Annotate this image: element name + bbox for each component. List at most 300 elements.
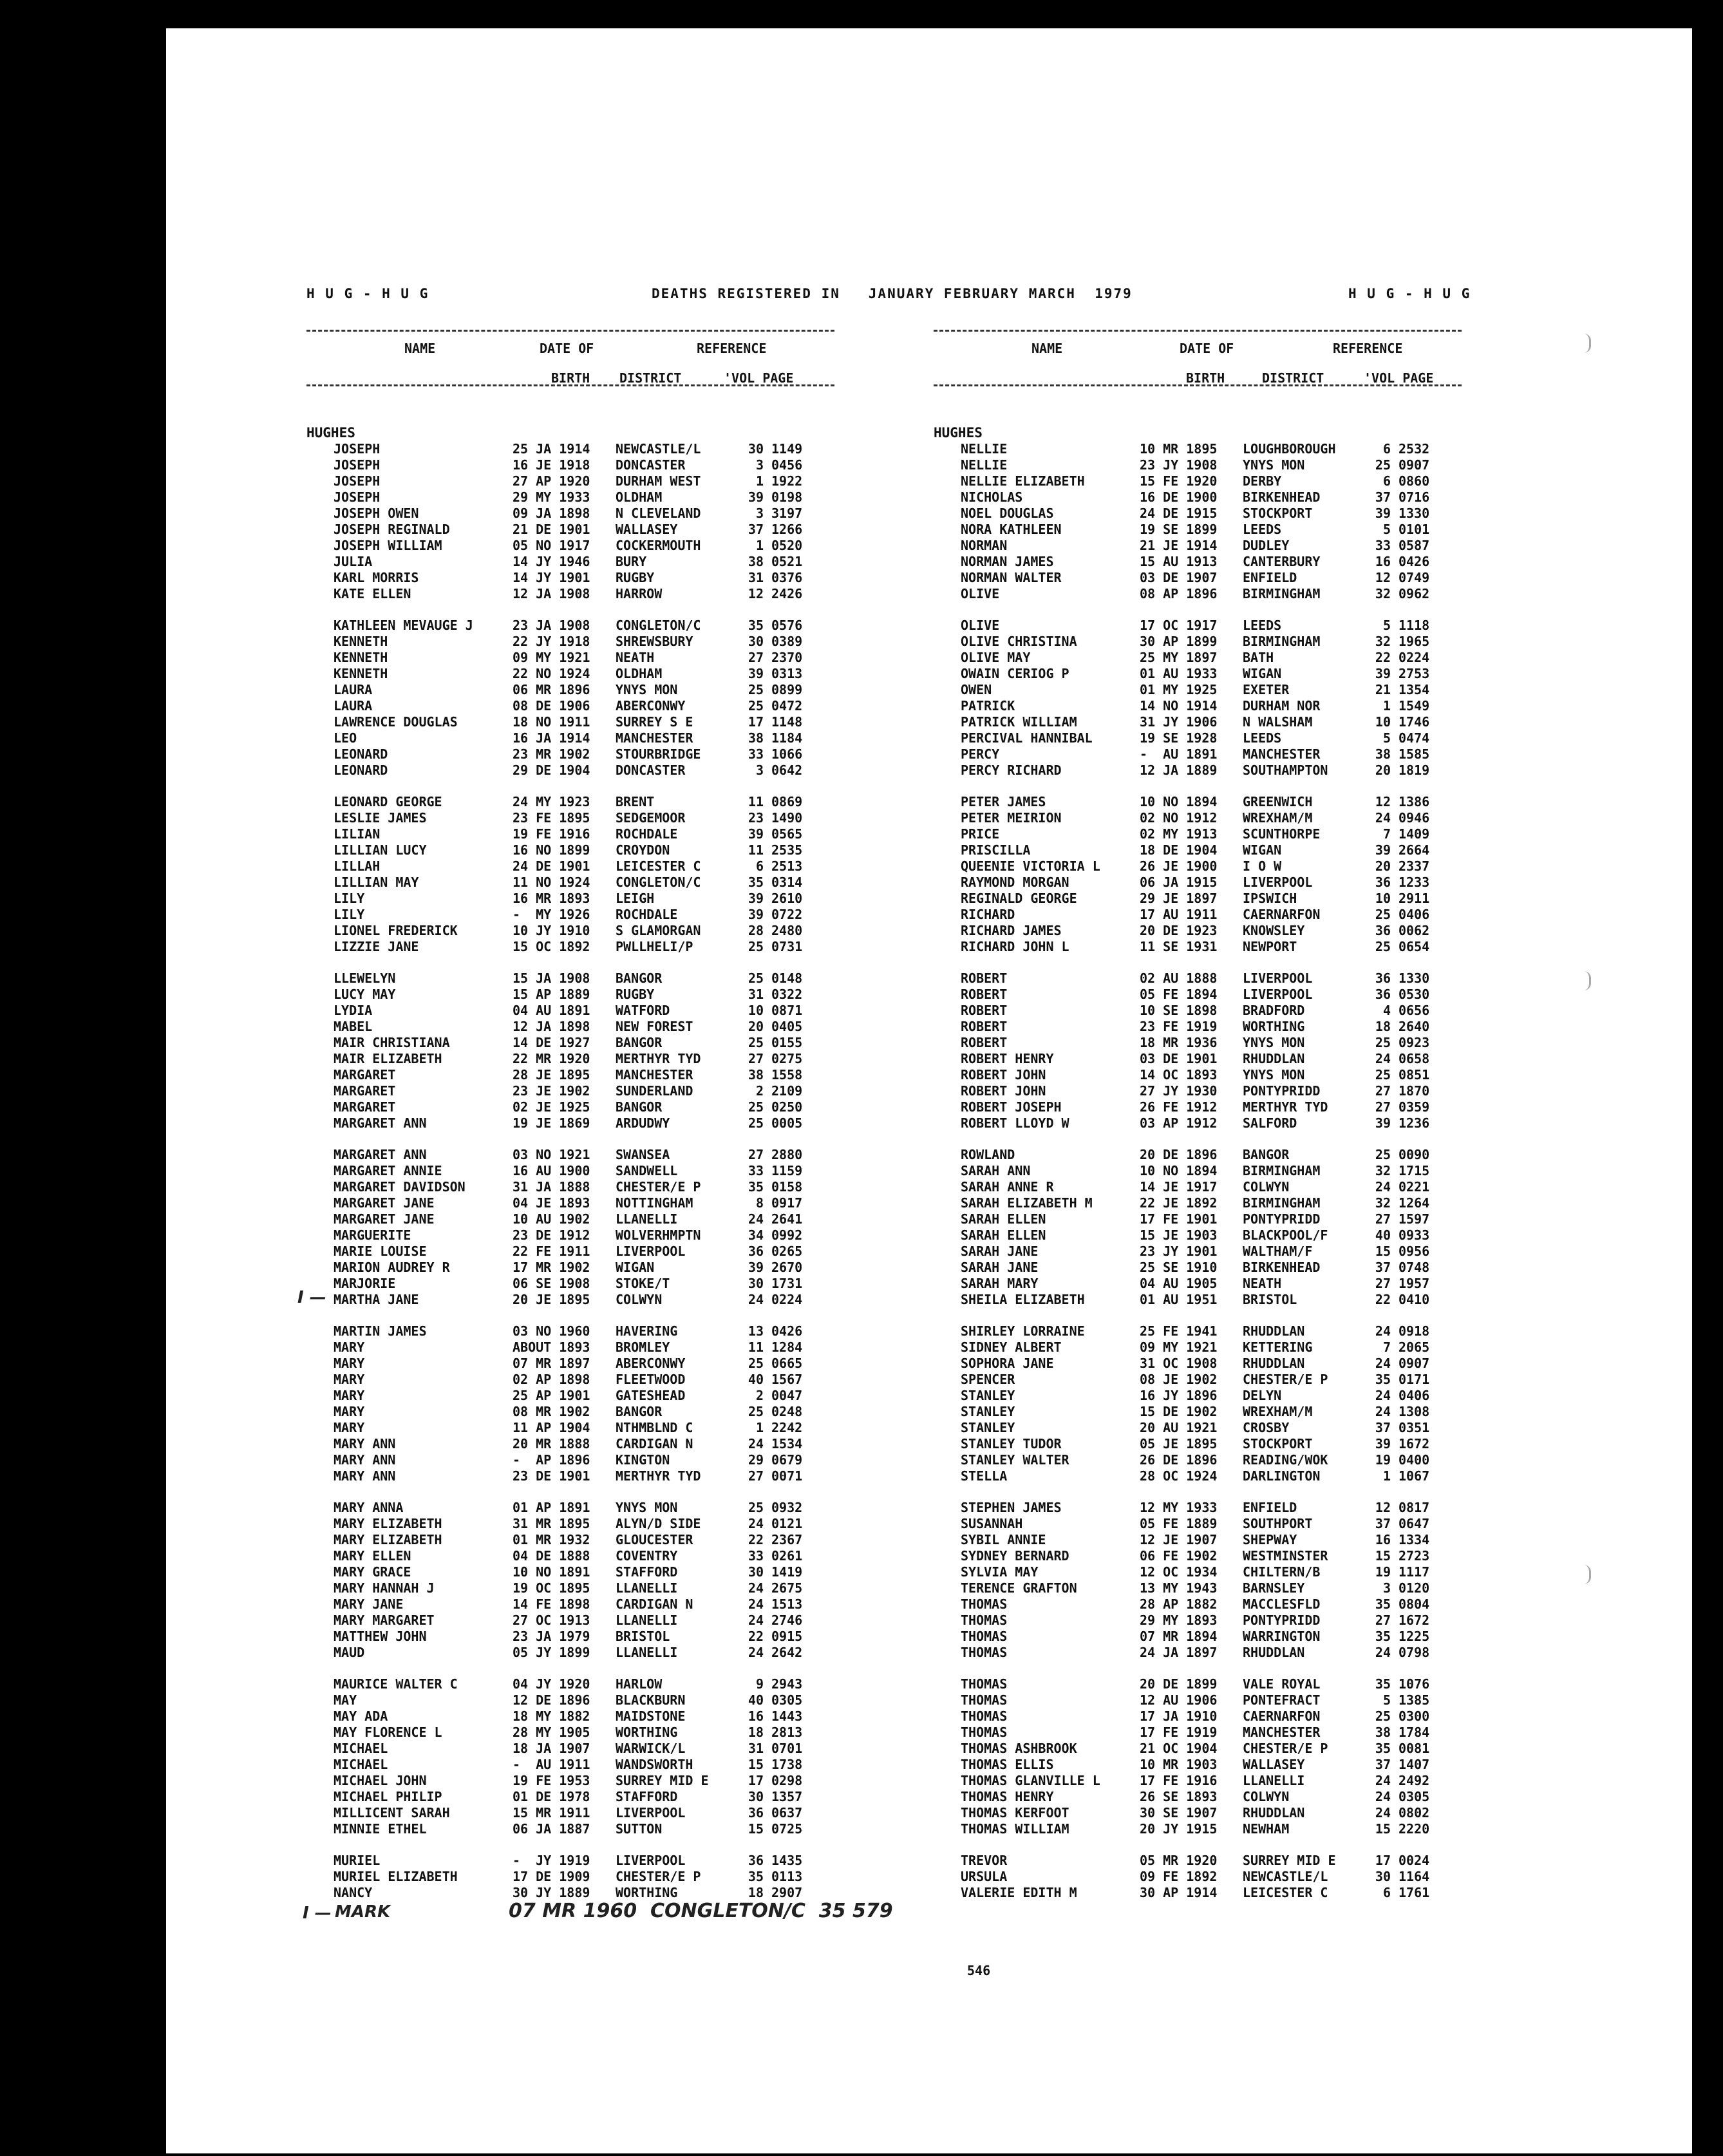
- entry-page: 0917: [771, 1195, 803, 1211]
- entry-district: MANCHESTER: [616, 1067, 693, 1083]
- entry-volume: 1: [755, 538, 764, 553]
- death-entry-row: [306, 1292, 1037, 1308]
- group-spacer: [934, 1661, 1664, 1676]
- death-entry-row: [934, 1035, 1664, 1051]
- entry-page: 2880: [771, 1147, 803, 1162]
- entry-birth-date: 10 NO 1894: [1140, 794, 1218, 809]
- entry-page: 0933: [1398, 1227, 1430, 1243]
- death-entry-row: [934, 1692, 1664, 1708]
- heading-date-of: DATE OF: [540, 341, 594, 356]
- death-entry-row: [934, 586, 1664, 602]
- entry-volume: 24: [748, 1645, 764, 1660]
- entry-forenames: PRICE: [961, 826, 1000, 842]
- entry-volume: 39: [1375, 666, 1391, 681]
- entry-forenames: OLIVE MAY: [961, 650, 1031, 665]
- entry-page: 1731: [771, 1276, 803, 1291]
- entry-birth-date: 22 FE 1911: [513, 1243, 590, 1259]
- entry-forenames: LEONARD GEORGE: [334, 794, 442, 809]
- entry-birth-date: 10 NO 1891: [513, 1564, 590, 1580]
- entry-birth-date: 19 OC 1895: [513, 1580, 590, 1596]
- entry-forenames: SARAH MARY: [961, 1276, 1039, 1291]
- death-entry-row: [934, 762, 1664, 779]
- entry-birth-date: 12 OC 1934: [1140, 1564, 1218, 1580]
- entry-volume: 16: [1375, 554, 1391, 569]
- entry-volume: 25: [1375, 1147, 1391, 1162]
- entry-page: 0576: [771, 618, 803, 633]
- entry-birth-date: 14 OC 1893: [1140, 1067, 1218, 1083]
- entry-birth-date: 19 FE 1916: [513, 826, 590, 842]
- entry-district: MERTHYR TYD: [616, 1468, 701, 1484]
- entry-volume: 27: [1375, 1612, 1391, 1628]
- entry-page: 0113: [771, 1869, 803, 1884]
- entry-birth-date: 08 MR 1902: [513, 1404, 590, 1419]
- entry-volume: 39: [1375, 1115, 1391, 1131]
- entry-birth-date: 23 JY 1908: [1140, 457, 1218, 473]
- entry-birth-date: 12 JA 1889: [1140, 762, 1218, 778]
- entry-forenames: PERCY: [961, 746, 1000, 762]
- death-entry-row: [934, 1676, 1664, 1692]
- death-entry-row: [934, 1003, 1664, 1019]
- death-entry-row: [306, 1195, 1037, 1211]
- death-entry-row: [306, 1323, 1037, 1339]
- entry-forenames: MAY: [334, 1692, 357, 1708]
- entry-birth-date: 20 MR 1888: [513, 1436, 590, 1452]
- entry-page: 0962: [1398, 586, 1430, 601]
- entry-volume: 1: [755, 1420, 764, 1435]
- entry-district: BRENT: [616, 794, 655, 809]
- entry-district: BROMLEY: [616, 1339, 670, 1355]
- entry-page: 0521: [771, 554, 803, 569]
- entry-forenames: MARY ANNA: [334, 1500, 404, 1515]
- entry-birth-date: 20 AU 1921: [1140, 1420, 1218, 1435]
- entry-forenames: NORMAN WALTER: [961, 570, 1062, 585]
- entry-forenames: RAYMOND MORGAN: [961, 875, 1069, 890]
- entry-district: YNYS MON: [1243, 457, 1305, 473]
- entry-birth-date: 31 JY 1906: [1140, 714, 1218, 730]
- entry-district: RUGBY: [616, 570, 655, 585]
- entry-page: 0587: [1398, 538, 1430, 553]
- heading-vol-page: 'VOL PAGE: [724, 370, 794, 386]
- entry-birth-date: 26 SE 1893: [1140, 1789, 1218, 1804]
- entry-district: WORTHING: [1243, 1019, 1305, 1034]
- entry-page: 0198: [771, 489, 803, 505]
- entry-page: 2513: [771, 858, 803, 874]
- entry-district: NOTTINGHAM: [616, 1195, 693, 1211]
- entry-page: 2641: [771, 1211, 803, 1227]
- entry-birth-date: 06 JA 1887: [513, 1821, 590, 1837]
- entry-birth-date: 22 NO 1924: [513, 666, 590, 681]
- column-headings: [934, 332, 1664, 384]
- entry-forenames: MARGARET: [334, 1099, 396, 1115]
- heading-name: NAME: [1031, 341, 1063, 356]
- entry-volume: 1: [1382, 1468, 1391, 1484]
- entry-forenames: LILY: [334, 891, 365, 906]
- entry-forenames: MATTHEW JOHN: [334, 1629, 427, 1644]
- entry-birth-date: 15 DE 1902: [1140, 1404, 1218, 1419]
- entry-page: 0802: [1398, 1805, 1430, 1820]
- entry-volume: 15: [1375, 1548, 1391, 1564]
- entry-forenames: MARY JANE: [334, 1596, 404, 1612]
- entry-forenames: LEO: [334, 730, 357, 746]
- entry-page: 2670: [771, 1260, 803, 1275]
- entry-forenames: THOMAS: [961, 1692, 1008, 1708]
- entry-page: 0654: [1398, 939, 1430, 954]
- entry-volume: 10: [748, 1003, 764, 1018]
- death-entry-row: [934, 1452, 1664, 1468]
- death-entry-row: [306, 489, 1037, 506]
- entry-birth-date: 16 DE 1900: [1140, 489, 1218, 505]
- entry-district: PONTYPRIDD: [1243, 1083, 1321, 1099]
- entry-volume: 33: [748, 1548, 764, 1564]
- entry-birth-date: 25 AP 1901: [513, 1388, 590, 1403]
- entry-volume: 27: [748, 650, 764, 665]
- death-entry-row: [306, 650, 1037, 666]
- death-entry-row: [934, 1500, 1664, 1516]
- entry-page: 0314: [771, 875, 803, 890]
- entry-district: CANTERBURY: [1243, 554, 1321, 569]
- entry-volume: 35: [1375, 1741, 1391, 1756]
- entry-forenames: THOMAS HENRY: [961, 1789, 1054, 1804]
- entry-birth-date: 31 JA 1888: [513, 1179, 590, 1195]
- entry-volume: 8: [755, 1195, 764, 1211]
- entry-district: LLANELLI: [616, 1580, 678, 1596]
- entry-birth-date: 12 JA 1898: [513, 1019, 590, 1034]
- death-entry-row: [306, 907, 1037, 923]
- entry-district: RHUDDLAN: [1243, 1051, 1305, 1066]
- entry-birth-date: 08 DE 1906: [513, 698, 590, 714]
- entry-forenames: ROBERT JOHN: [961, 1083, 1046, 1099]
- entry-district: SWANSEA: [616, 1147, 670, 1162]
- group-spacer: [306, 1484, 1037, 1500]
- entry-page: 0932: [771, 1500, 803, 1515]
- entry-birth-date: 29 MY 1933: [513, 489, 590, 505]
- entry-page: 0530: [1398, 987, 1430, 1002]
- entry-volume: 2: [755, 1388, 764, 1403]
- entry-volume: 40: [1375, 1227, 1391, 1243]
- entry-birth-date: 03 NO 1960: [513, 1323, 590, 1339]
- entry-volume: 24: [748, 1612, 764, 1628]
- entry-birth-date: 19 SE 1899: [1140, 522, 1218, 537]
- entry-birth-date: 24 DE 1915: [1140, 506, 1218, 521]
- entry-forenames: MAURICE WALTER C: [334, 1676, 458, 1692]
- entry-district: NEATH: [1243, 1276, 1282, 1291]
- entry-page: 2813: [771, 1725, 803, 1740]
- entry-district: WARWICK/L: [616, 1741, 686, 1756]
- entry-district: SURREY MID E: [616, 1773, 709, 1788]
- entry-district: SEDGEMOOR: [616, 810, 686, 826]
- entry-forenames: MARGARET JANE: [334, 1195, 435, 1211]
- death-entry-row: [934, 923, 1664, 939]
- entry-district: WARRINGTON: [1243, 1629, 1321, 1644]
- entry-district: YNYS MON: [1243, 1067, 1305, 1083]
- death-entry-row: [306, 746, 1037, 762]
- entry-district: BIRMINGHAM: [1243, 586, 1321, 601]
- death-entry-row: [306, 1596, 1037, 1612]
- entry-page: 0642: [771, 762, 803, 778]
- entry-volume: 30: [1375, 1869, 1391, 1884]
- handwritten-entry-reference: 07 MR 1960 CONGLETON/C 35 579: [509, 1900, 893, 1922]
- death-entry-row: [934, 875, 1664, 891]
- entry-volume: 27: [748, 1147, 764, 1162]
- surname-heading: HUGHES: [306, 425, 355, 440]
- entry-birth-date: 12 AU 1906: [1140, 1692, 1218, 1708]
- entry-forenames: STANLEY TUDOR: [961, 1436, 1062, 1452]
- entry-volume: 13: [748, 1323, 764, 1339]
- death-entry-row: [934, 1741, 1664, 1757]
- entry-district: YNYS MON: [616, 1500, 678, 1515]
- entry-forenames: KATHLEEN MEVAUGE J: [334, 618, 473, 633]
- death-entry-row: [306, 1099, 1037, 1115]
- death-entry-row: [306, 698, 1037, 714]
- entry-page: 0410: [1398, 1292, 1430, 1307]
- death-entry-row: [306, 506, 1037, 522]
- entry-district: IPSWICH: [1243, 891, 1297, 906]
- entry-birth-date: 02 MY 1913: [1140, 826, 1218, 842]
- entry-page: 0298: [771, 1773, 803, 1788]
- entry-page: 1672: [1398, 1436, 1430, 1452]
- entry-volume: 27: [748, 1051, 764, 1066]
- death-entry-row: [934, 1853, 1664, 1869]
- entry-birth-date: 12 MY 1933: [1140, 1500, 1218, 1515]
- entry-forenames: NELLIE: [961, 457, 1008, 473]
- death-entry-row: [306, 1339, 1037, 1356]
- entry-forenames: MARY MARGARET: [334, 1612, 435, 1628]
- death-entry-row: [306, 1580, 1037, 1596]
- entry-district: SOUTHAMPTON: [1243, 762, 1328, 778]
- entry-birth-date: 01 AU 1951: [1140, 1292, 1218, 1307]
- entry-district: RHUDDLAN: [1243, 1805, 1305, 1820]
- entry-birth-date: 17 FE 1901: [1140, 1211, 1218, 1227]
- death-entry-row: [306, 826, 1037, 842]
- entry-forenames: TERENCE GRAFTON: [961, 1580, 1077, 1596]
- death-entry-row: [306, 1404, 1037, 1420]
- entry-page: 0472: [771, 698, 803, 714]
- entry-volume: 39: [748, 907, 764, 922]
- death-entry-row: [934, 1596, 1664, 1612]
- entry-district: N CLEVELAND: [616, 506, 701, 521]
- death-entry-row: [934, 730, 1664, 746]
- entry-page: 0749: [1398, 570, 1430, 585]
- entry-page: 0817: [1398, 1500, 1430, 1515]
- entry-volume: 3: [755, 457, 764, 473]
- entry-birth-date: 03 DE 1901: [1140, 1051, 1218, 1066]
- entry-page: 2642: [771, 1645, 803, 1660]
- entry-page: 0679: [771, 1452, 803, 1468]
- entry-district: CHESTER/E P: [616, 1869, 701, 1884]
- entry-birth-date: 05 FE 1894: [1140, 987, 1218, 1002]
- death-entry-row: [306, 618, 1037, 634]
- entry-district: DURHAM WEST: [616, 473, 701, 489]
- entry-volume: 7: [1382, 1339, 1391, 1355]
- entry-district: LIVERPOOL: [616, 1853, 686, 1868]
- death-entry-row: [306, 970, 1037, 987]
- death-entry-row: [306, 1388, 1037, 1404]
- entry-volume: 20: [748, 1019, 764, 1034]
- death-entry-row: [934, 698, 1664, 714]
- death-entry-row: [306, 1548, 1037, 1564]
- entry-district: CARDIGAN N: [616, 1436, 693, 1452]
- entry-birth-date: 18 MR 1936: [1140, 1035, 1218, 1050]
- death-entry-row: [934, 522, 1664, 538]
- entry-district: BIRMINGHAM: [1243, 1195, 1321, 1211]
- death-entry-row: [306, 1067, 1037, 1083]
- entry-forenames: MARGARET: [334, 1067, 396, 1083]
- entry-page: 2907: [771, 1885, 803, 1900]
- entry-page: 2746: [771, 1612, 803, 1628]
- handwritten-marker: I —: [303, 1904, 332, 1923]
- entry-page: 2426: [771, 586, 803, 601]
- entry-volume: 39: [748, 891, 764, 906]
- entry-forenames: PERCY RICHARD: [961, 762, 1062, 778]
- entry-forenames: THOMAS: [961, 1676, 1008, 1692]
- entry-district: BRISTOL: [1243, 1292, 1297, 1307]
- entry-page: 0062: [1398, 923, 1430, 938]
- entry-birth-date: 25 FE 1941: [1140, 1323, 1218, 1339]
- entry-page: 0946: [1398, 810, 1430, 826]
- death-entry-row: [934, 746, 1664, 762]
- entry-volume: 36: [1375, 970, 1391, 986]
- entry-page: 0869: [771, 794, 803, 809]
- entry-birth-date: 24 DE 1901: [513, 858, 590, 874]
- entry-birth-date: 07 MR 1897: [513, 1356, 590, 1371]
- death-entry-row: [934, 570, 1664, 586]
- entry-forenames: STANLEY WALTER: [961, 1452, 1069, 1468]
- entry-page: 1148: [771, 714, 803, 730]
- entry-birth-date: 21 DE 1901: [513, 522, 590, 537]
- entry-volume: 24: [1375, 1789, 1391, 1804]
- entry-volume: 11: [748, 842, 764, 858]
- entry-page: 0899: [771, 682, 803, 697]
- entry-forenames: MICHAEL: [334, 1741, 388, 1756]
- entry-page: 0860: [1398, 473, 1430, 489]
- entry-page: 0305: [1398, 1789, 1430, 1804]
- entry-forenames: MARY: [334, 1339, 365, 1355]
- entry-forenames: SARAH ELIZABETH M: [961, 1195, 1093, 1211]
- entry-volume: 38: [748, 1067, 764, 1083]
- death-entry-row: [306, 666, 1037, 682]
- entry-page: 1513: [771, 1596, 803, 1612]
- entry-birth-date: 26 DE 1896: [1140, 1452, 1218, 1468]
- entry-page: 0250: [771, 1099, 803, 1115]
- entry-volume: 24: [748, 1292, 764, 1307]
- entry-forenames: THOMAS: [961, 1708, 1008, 1724]
- entry-volume: 40: [748, 1692, 764, 1708]
- group-spacer: [934, 1484, 1664, 1500]
- entry-volume: 37: [748, 522, 764, 537]
- entry-forenames: MARTHA JANE: [334, 1292, 419, 1307]
- death-entry-row: [306, 1516, 1037, 1532]
- group-spacer: [934, 779, 1664, 794]
- entry-birth-date: 16 JE 1918: [513, 457, 590, 473]
- entry-page: 0405: [771, 1019, 803, 1034]
- entry-district: SUNDERLAND: [616, 1083, 693, 1099]
- death-entry-row: [934, 842, 1664, 858]
- entry-forenames: RICHARD JAMES: [961, 923, 1062, 938]
- entry-volume: 10: [1375, 714, 1391, 730]
- entry-birth-date: 16 NO 1899: [513, 842, 590, 858]
- death-entry-row: [306, 1019, 1037, 1035]
- entry-page: 0101: [1398, 522, 1430, 537]
- entry-district: MERTHYR TYD: [1243, 1099, 1328, 1115]
- entry-district: ABERCONWY: [616, 698, 686, 714]
- entry-forenames: SYLVIA MAY: [961, 1564, 1039, 1580]
- entry-forenames: ROBERT: [961, 970, 1008, 986]
- entry-district: SHEPWAY: [1243, 1532, 1297, 1547]
- entry-district: LIVERPOOL: [616, 1243, 686, 1259]
- entry-birth-date: 29 DE 1904: [513, 762, 590, 778]
- entry-page: 1067: [1398, 1468, 1430, 1484]
- entry-volume: 10: [1375, 891, 1391, 906]
- death-entry-row: [306, 794, 1037, 810]
- entry-forenames: MARJORIE: [334, 1276, 396, 1291]
- death-entry-row: [934, 1356, 1664, 1372]
- group-spacer: [306, 1837, 1037, 1853]
- entry-birth-date: 05 MR 1920: [1140, 1853, 1218, 1868]
- entry-page: 0121: [771, 1516, 803, 1531]
- entry-birth-date: 26 FE 1912: [1140, 1099, 1218, 1115]
- entry-forenames: MURIEL ELIZABETH: [334, 1869, 458, 1884]
- entry-birth-date: ABOUT 1893: [513, 1339, 590, 1355]
- entry-forenames: THOMAS KERFOOT: [961, 1805, 1069, 1820]
- entry-forenames: QUEENIE VICTORIA L: [961, 858, 1100, 874]
- death-entry-row: [934, 1227, 1664, 1243]
- death-entry-row: [934, 1211, 1664, 1227]
- entry-page: 0658: [1398, 1051, 1430, 1066]
- entry-birth-date: 04 AU 1905: [1140, 1276, 1218, 1291]
- entry-birth-date: 07 MR 1894: [1140, 1629, 1218, 1644]
- entry-volume: 3: [755, 762, 764, 778]
- entry-volume: 5: [1382, 1692, 1391, 1708]
- entry-volume: 25: [1375, 1067, 1391, 1083]
- entry-birth-date: 12 JA 1908: [513, 586, 590, 601]
- entry-page: 1672: [1398, 1612, 1430, 1628]
- entry-page: 0305: [771, 1692, 803, 1708]
- entry-district: ENFIELD: [1243, 1500, 1297, 1515]
- entry-forenames: SHIRLEY LORRAINE: [961, 1323, 1085, 1339]
- entry-volume: 33: [1375, 538, 1391, 553]
- entry-district: LIVERPOOL: [1243, 987, 1313, 1002]
- entry-forenames: MABEL: [334, 1019, 373, 1034]
- entry-page: 1330: [1398, 506, 1430, 521]
- death-entry-row: [306, 1083, 1037, 1099]
- entry-volume: 36: [748, 1805, 764, 1820]
- entry-birth-date: 18 NO 1911: [513, 714, 590, 730]
- entry-volume: 19: [1375, 1564, 1391, 1580]
- entry-birth-date: 17 FE 1919: [1140, 1725, 1218, 1740]
- entry-forenames: KATE ELLEN: [334, 586, 411, 601]
- entry-volume: 19: [1375, 1452, 1391, 1468]
- entry-forenames: OLIVE: [961, 586, 1000, 601]
- entry-forenames: STELLA: [961, 1468, 1008, 1484]
- entry-district: GATESHEAD: [616, 1388, 686, 1403]
- entry-birth-date: 01 MY 1925: [1140, 682, 1218, 697]
- entry-birth-date: 01 AP 1891: [513, 1500, 590, 1515]
- entry-page: 2753: [1398, 666, 1430, 681]
- entry-volume: 38: [748, 730, 764, 746]
- entry-birth-date: 16 AU 1900: [513, 1163, 590, 1178]
- entry-birth-date: - AP 1896: [513, 1452, 590, 1468]
- death-entry-row: [306, 538, 1037, 554]
- entry-volume: 24: [1375, 810, 1391, 826]
- entry-volume: 32: [1375, 1195, 1391, 1211]
- entry-page: 1585: [1398, 746, 1430, 762]
- entry-district: BURY: [616, 554, 647, 569]
- entry-page: 2911: [1398, 891, 1430, 906]
- entry-birth-date: - AU 1911: [513, 1757, 590, 1772]
- death-entry-row: [934, 1163, 1664, 1179]
- entry-forenames: OWAIN CERIOG P: [961, 666, 1069, 681]
- entry-volume: 17: [1375, 1853, 1391, 1868]
